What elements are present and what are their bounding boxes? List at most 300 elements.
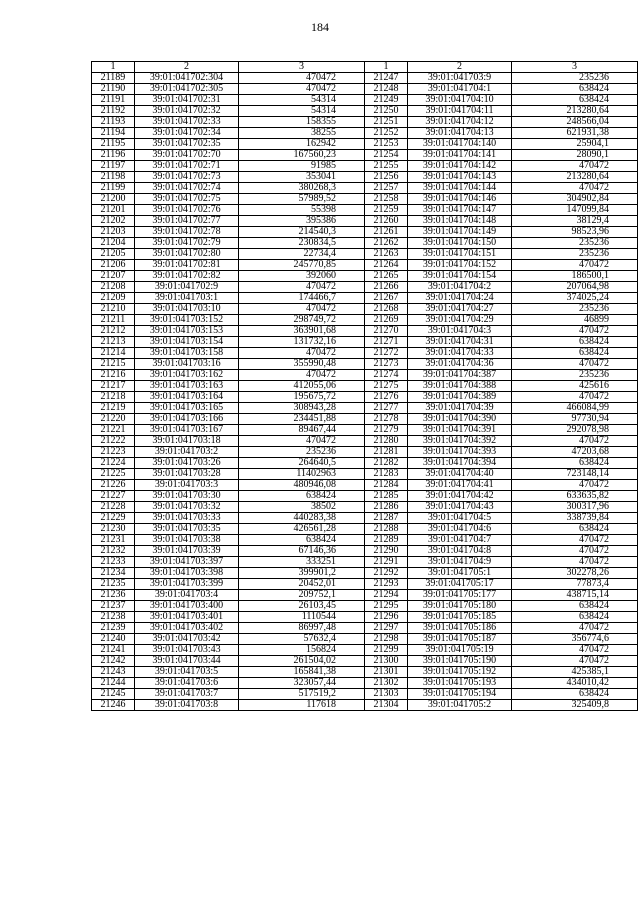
table-row bbox=[92, 645, 365, 656]
cadastral-number-cell: 39:01:041704:13 bbox=[408, 128, 512, 139]
row-number-cell: 21217 bbox=[92, 381, 135, 392]
table-row bbox=[365, 205, 638, 216]
row-number-cell: 21232 bbox=[92, 546, 135, 557]
table-row bbox=[92, 590, 365, 601]
value-cell: 638424 bbox=[512, 458, 638, 469]
table-row bbox=[365, 194, 638, 205]
row-number-cell: 21197 bbox=[92, 161, 135, 172]
value-cell: 300317,96 bbox=[512, 502, 638, 513]
cadastral-number-cell: 39:01:041704:3 bbox=[408, 326, 512, 337]
cadastral-number-cell: 39:01:041703:153 bbox=[135, 326, 239, 337]
value-cell: 245770,85 bbox=[239, 260, 365, 271]
cadastral-number-cell: 39:01:041704:2 bbox=[408, 282, 512, 293]
row-number-cell: 21300 bbox=[365, 656, 408, 667]
cadastral-number-cell: 39:01:041704:39 bbox=[408, 403, 512, 414]
row-number-cell: 21303 bbox=[365, 689, 408, 700]
table-row bbox=[365, 612, 638, 623]
row-number-cell: 21243 bbox=[92, 667, 135, 678]
row-number-cell: 21258 bbox=[365, 194, 408, 205]
cadastral-number-cell: 39:01:041704:148 bbox=[408, 216, 512, 227]
table-row bbox=[92, 106, 365, 117]
cadastral-number-cell: 39:01:041704:150 bbox=[408, 238, 512, 249]
row-number-cell: 21222 bbox=[92, 436, 135, 447]
table-row bbox=[365, 326, 638, 337]
table-row bbox=[365, 678, 638, 689]
cadastral-number-cell: 39:01:041704:388 bbox=[408, 381, 512, 392]
cadastral-number-cell: 39:01:041703:164 bbox=[135, 392, 239, 403]
table-row bbox=[365, 590, 638, 601]
value-cell: 165841,38 bbox=[239, 667, 365, 678]
row-number-cell: 21247 bbox=[365, 73, 408, 84]
right-table-header-row bbox=[365, 62, 638, 73]
value-cell: 470472 bbox=[512, 326, 638, 337]
value-cell: 638424 bbox=[239, 491, 365, 502]
cadastral-number-cell: 39:01:041702:34 bbox=[135, 128, 239, 139]
row-number-cell: 21272 bbox=[365, 348, 408, 359]
row-number-cell: 21273 bbox=[365, 359, 408, 370]
row-number-cell: 21221 bbox=[92, 425, 135, 436]
cadastral-number-cell: 39:01:041704:392 bbox=[408, 436, 512, 447]
cadastral-number-cell: 39:01:041704:151 bbox=[408, 249, 512, 260]
value-cell: 28090,1 bbox=[512, 150, 638, 161]
value-cell: 38502 bbox=[239, 502, 365, 513]
cadastral-number-cell: 39:01:041703:9 bbox=[408, 73, 512, 84]
value-cell: 638424 bbox=[512, 337, 638, 348]
table-row bbox=[365, 458, 638, 469]
table-row bbox=[92, 502, 365, 513]
value-cell: 466084,99 bbox=[512, 403, 638, 414]
value-cell: 117618 bbox=[239, 700, 365, 711]
value-cell: 425616 bbox=[512, 381, 638, 392]
left-data-table bbox=[91, 61, 365, 711]
cadastral-number-cell: 39:01:041703:400 bbox=[135, 601, 239, 612]
table-row bbox=[92, 524, 365, 535]
value-cell: 38255 bbox=[239, 128, 365, 139]
cadastral-number-cell: 39:01:041704:7 bbox=[408, 535, 512, 546]
row-number-cell: 21207 bbox=[92, 271, 135, 282]
row-number-cell: 21251 bbox=[365, 117, 408, 128]
value-cell: 338739,84 bbox=[512, 513, 638, 524]
table-row bbox=[365, 139, 638, 150]
cadastral-number-cell: 39:01:041705:193 bbox=[408, 678, 512, 689]
table-row bbox=[92, 161, 365, 172]
value-cell: 638424 bbox=[512, 95, 638, 106]
cadastral-number-cell: 39:01:041702:82 bbox=[135, 271, 239, 282]
row-number-cell: 21286 bbox=[365, 502, 408, 513]
value-cell: 57989,52 bbox=[239, 194, 365, 205]
table-row bbox=[92, 216, 365, 227]
column-header-2: 2 bbox=[408, 62, 512, 73]
cadastral-number-cell: 39:01:041704:42 bbox=[408, 491, 512, 502]
table-row bbox=[92, 678, 365, 689]
row-number-cell: 21295 bbox=[365, 601, 408, 612]
row-number-cell: 21256 bbox=[365, 172, 408, 183]
cadastral-number-cell: 39:01:041704:27 bbox=[408, 304, 512, 315]
table-row bbox=[92, 689, 365, 700]
row-number-cell: 21290 bbox=[365, 546, 408, 557]
value-cell: 470472 bbox=[512, 535, 638, 546]
value-cell: 174466,7 bbox=[239, 293, 365, 304]
row-number-cell: 21248 bbox=[365, 84, 408, 95]
row-number-cell: 21240 bbox=[92, 634, 135, 645]
row-number-cell: 21235 bbox=[92, 579, 135, 590]
value-cell: 162942 bbox=[239, 139, 365, 150]
value-cell: 195675,72 bbox=[239, 392, 365, 403]
value-cell: 621931,38 bbox=[512, 128, 638, 139]
value-cell: 235236 bbox=[239, 447, 365, 458]
value-cell: 363901,68 bbox=[239, 326, 365, 337]
value-cell: 470472 bbox=[512, 161, 638, 172]
cadastral-number-cell: 39:01:041703:152 bbox=[135, 315, 239, 326]
value-cell: 38129,4 bbox=[512, 216, 638, 227]
cadastral-number-cell: 39:01:041703:32 bbox=[135, 502, 239, 513]
cadastral-number-cell: 39:01:041702:305 bbox=[135, 84, 239, 95]
row-number-cell: 21242 bbox=[92, 656, 135, 667]
table-row bbox=[92, 634, 365, 645]
row-number-cell: 21224 bbox=[92, 458, 135, 469]
value-cell: 292078,98 bbox=[512, 425, 638, 436]
row-number-cell: 21229 bbox=[92, 513, 135, 524]
cadastral-number-cell: 39:01:041704:394 bbox=[408, 458, 512, 469]
cadastral-number-cell: 39:01:041704:391 bbox=[408, 425, 512, 436]
value-cell: 470472 bbox=[512, 623, 638, 634]
row-number-cell: 21236 bbox=[92, 590, 135, 601]
row-number-cell: 21287 bbox=[365, 513, 408, 524]
value-cell: 302278,26 bbox=[512, 568, 638, 579]
value-cell: 355990,48 bbox=[239, 359, 365, 370]
value-cell: 470472 bbox=[512, 359, 638, 370]
row-number-cell: 21288 bbox=[365, 524, 408, 535]
row-number-cell: 21250 bbox=[365, 106, 408, 117]
row-number-cell: 21204 bbox=[92, 238, 135, 249]
cadastral-number-cell: 39:01:041705:186 bbox=[408, 623, 512, 634]
value-cell: 147099,84 bbox=[512, 205, 638, 216]
row-number-cell: 21194 bbox=[92, 128, 135, 139]
row-number-cell: 21266 bbox=[365, 282, 408, 293]
row-number-cell: 21284 bbox=[365, 480, 408, 491]
row-number-cell: 21199 bbox=[92, 183, 135, 194]
table-row bbox=[92, 205, 365, 216]
cadastral-number-cell: 39:01:041703:10 bbox=[135, 304, 239, 315]
table-row bbox=[365, 271, 638, 282]
table-row bbox=[365, 546, 638, 557]
cadastral-number-cell: 39:01:041703:8 bbox=[135, 700, 239, 711]
value-cell: 26103,45 bbox=[239, 601, 365, 612]
cadastral-number-cell: 39:01:041703:401 bbox=[135, 612, 239, 623]
row-number-cell: 21208 bbox=[92, 282, 135, 293]
table-row bbox=[92, 436, 365, 447]
row-number-cell: 21203 bbox=[92, 227, 135, 238]
column-header-3: 3 bbox=[239, 62, 365, 73]
cadastral-number-cell: 39:01:041702:70 bbox=[135, 150, 239, 161]
value-cell: 235236 bbox=[512, 238, 638, 249]
value-cell: 380268,3 bbox=[239, 183, 365, 194]
value-cell: 470472 bbox=[239, 436, 365, 447]
value-cell: 412055,06 bbox=[239, 381, 365, 392]
cadastral-number-cell: 39:01:041704:393 bbox=[408, 447, 512, 458]
row-number-cell: 21293 bbox=[365, 579, 408, 590]
table-row bbox=[92, 337, 365, 348]
table-row bbox=[92, 150, 365, 161]
cadastral-number-cell: 39:01:041703:30 bbox=[135, 491, 239, 502]
value-cell: 440283,38 bbox=[239, 513, 365, 524]
table-row bbox=[92, 326, 365, 337]
table-row bbox=[365, 403, 638, 414]
row-number-cell: 21257 bbox=[365, 183, 408, 194]
value-cell: 470472 bbox=[512, 480, 638, 491]
table-row bbox=[92, 579, 365, 590]
value-cell: 304902,84 bbox=[512, 194, 638, 205]
table-row bbox=[92, 447, 365, 458]
cadastral-number-cell: 39:01:041703:6 bbox=[135, 678, 239, 689]
row-number-cell: 21241 bbox=[92, 645, 135, 656]
table-row bbox=[365, 359, 638, 370]
cadastral-number-cell: 39:01:041702:79 bbox=[135, 238, 239, 249]
cadastral-number-cell: 39:01:041704:389 bbox=[408, 392, 512, 403]
row-number-cell: 21200 bbox=[92, 194, 135, 205]
value-cell: 638424 bbox=[512, 348, 638, 359]
row-number-cell: 21190 bbox=[92, 84, 135, 95]
table-row bbox=[92, 425, 365, 436]
table-row bbox=[365, 304, 638, 315]
value-cell: 67146,36 bbox=[239, 546, 365, 557]
column-header-3: 3 bbox=[512, 62, 638, 73]
row-number-cell: 21246 bbox=[92, 700, 135, 711]
row-number-cell: 21228 bbox=[92, 502, 135, 513]
table-row bbox=[365, 469, 638, 480]
value-cell: 264640,5 bbox=[239, 458, 365, 469]
value-cell: 261504,02 bbox=[239, 656, 365, 667]
row-number-cell: 21253 bbox=[365, 139, 408, 150]
value-cell: 638424 bbox=[512, 524, 638, 535]
cadastral-number-cell: 39:01:041705:187 bbox=[408, 634, 512, 645]
cadastral-number-cell: 39:01:041703:43 bbox=[135, 645, 239, 656]
row-number-cell: 21270 bbox=[365, 326, 408, 337]
row-number-cell: 21279 bbox=[365, 425, 408, 436]
cadastral-number-cell: 39:01:041704:146 bbox=[408, 194, 512, 205]
cadastral-number-cell: 39:01:041702:78 bbox=[135, 227, 239, 238]
value-cell: 20452,01 bbox=[239, 579, 365, 590]
table-row bbox=[365, 106, 638, 117]
table-row bbox=[92, 381, 365, 392]
cadastral-number-cell: 39:01:041704:8 bbox=[408, 546, 512, 557]
value-cell: 156824 bbox=[239, 645, 365, 656]
value-cell: 214540,3 bbox=[239, 227, 365, 238]
cadastral-number-cell: 39:01:041703:5 bbox=[135, 667, 239, 678]
value-cell: 91985 bbox=[239, 161, 365, 172]
cadastral-number-cell: 39:01:041702:75 bbox=[135, 194, 239, 205]
table-row bbox=[365, 282, 638, 293]
value-cell: 46899 bbox=[512, 315, 638, 326]
row-number-cell: 21252 bbox=[365, 128, 408, 139]
value-cell: 230834,5 bbox=[239, 238, 365, 249]
row-number-cell: 21201 bbox=[92, 205, 135, 216]
cadastral-number-cell: 39:01:041703:162 bbox=[135, 370, 239, 381]
value-cell: 333251 bbox=[239, 557, 365, 568]
value-cell: 425385,1 bbox=[512, 667, 638, 678]
value-cell: 353041 bbox=[239, 172, 365, 183]
value-cell: 470472 bbox=[512, 392, 638, 403]
cadastral-number-cell: 39:01:041704:9 bbox=[408, 557, 512, 568]
value-cell: 470472 bbox=[512, 645, 638, 656]
table-row bbox=[92, 546, 365, 557]
row-number-cell: 21292 bbox=[365, 568, 408, 579]
table-row bbox=[92, 194, 365, 205]
table-row bbox=[365, 128, 638, 139]
cadastral-number-cell: 39:01:041704:144 bbox=[408, 183, 512, 194]
row-number-cell: 21231 bbox=[92, 535, 135, 546]
table-row bbox=[365, 436, 638, 447]
row-number-cell: 21210 bbox=[92, 304, 135, 315]
cadastral-number-cell: 39:01:041702:77 bbox=[135, 216, 239, 227]
table-row bbox=[92, 359, 365, 370]
table-row bbox=[92, 227, 365, 238]
row-number-cell: 21267 bbox=[365, 293, 408, 304]
table-row bbox=[365, 645, 638, 656]
value-cell: 517519,2 bbox=[239, 689, 365, 700]
cadastral-number-cell: 39:01:041704:41 bbox=[408, 480, 512, 491]
row-number-cell: 21227 bbox=[92, 491, 135, 502]
cadastral-number-cell: 39:01:041703:7 bbox=[135, 689, 239, 700]
value-cell: 323057,44 bbox=[239, 678, 365, 689]
cadastral-number-cell: 39:01:041703:18 bbox=[135, 436, 239, 447]
table-row bbox=[365, 117, 638, 128]
table-row bbox=[92, 95, 365, 106]
cadastral-number-cell: 39:01:041703:154 bbox=[135, 337, 239, 348]
table-row bbox=[365, 689, 638, 700]
cadastral-number-cell: 39:01:041703:28 bbox=[135, 469, 239, 480]
table-row bbox=[92, 480, 365, 491]
table-row bbox=[92, 139, 365, 150]
table-row bbox=[365, 73, 638, 84]
value-cell: 235236 bbox=[512, 304, 638, 315]
table-row bbox=[92, 557, 365, 568]
table-row bbox=[365, 293, 638, 304]
table-row bbox=[92, 117, 365, 128]
row-number-cell: 21238 bbox=[92, 612, 135, 623]
table-row bbox=[365, 601, 638, 612]
row-number-cell: 21202 bbox=[92, 216, 135, 227]
value-cell: 25904,1 bbox=[512, 139, 638, 150]
table-row bbox=[92, 612, 365, 623]
cadastral-number-cell: 39:01:041702:71 bbox=[135, 161, 239, 172]
table-row bbox=[92, 392, 365, 403]
value-cell: 57632,4 bbox=[239, 634, 365, 645]
table-row bbox=[92, 172, 365, 183]
table-row bbox=[365, 238, 638, 249]
table-row bbox=[365, 348, 638, 359]
cadastral-number-cell: 39:01:041704:149 bbox=[408, 227, 512, 238]
value-cell: 470472 bbox=[512, 656, 638, 667]
value-cell: 54314 bbox=[239, 95, 365, 106]
cadastral-number-cell: 39:01:041705:180 bbox=[408, 601, 512, 612]
cadastral-number-cell: 39:01:041702:35 bbox=[135, 139, 239, 150]
cadastral-number-cell: 39:01:041704:40 bbox=[408, 469, 512, 480]
value-cell: 234451,88 bbox=[239, 414, 365, 425]
row-number-cell: 21189 bbox=[92, 73, 135, 84]
cadastral-number-cell: 39:01:041704:390 bbox=[408, 414, 512, 425]
value-cell: 207064,98 bbox=[512, 282, 638, 293]
value-cell: 470472 bbox=[239, 304, 365, 315]
value-cell: 470472 bbox=[239, 348, 365, 359]
cadastral-number-cell: 39:01:041704:143 bbox=[408, 172, 512, 183]
cadastral-number-cell: 39:01:041705:19 bbox=[408, 645, 512, 656]
table-row bbox=[365, 183, 638, 194]
cadastral-number-cell: 39:01:041703:399 bbox=[135, 579, 239, 590]
value-cell: 98523,96 bbox=[512, 227, 638, 238]
row-number-cell: 21214 bbox=[92, 348, 135, 359]
row-number-cell: 21298 bbox=[365, 634, 408, 645]
cadastral-number-cell: 39:01:041703:2 bbox=[135, 447, 239, 458]
value-cell: 392060 bbox=[239, 271, 365, 282]
cadastral-number-cell: 39:01:041702:33 bbox=[135, 117, 239, 128]
row-number-cell: 21237 bbox=[92, 601, 135, 612]
table-row bbox=[92, 293, 365, 304]
table-row bbox=[365, 700, 638, 711]
table-row bbox=[365, 502, 638, 513]
cadastral-number-cell: 39:01:041704:10 bbox=[408, 95, 512, 106]
value-cell: 131732,16 bbox=[239, 337, 365, 348]
table-row bbox=[92, 458, 365, 469]
value-cell: 235236 bbox=[512, 73, 638, 84]
row-number-cell: 21268 bbox=[365, 304, 408, 315]
table-row bbox=[92, 513, 365, 524]
cadastral-number-cell: 39:01:041702:9 bbox=[135, 282, 239, 293]
cadastral-number-cell: 39:01:041703:402 bbox=[135, 623, 239, 634]
cadastral-number-cell: 39:01:041704:142 bbox=[408, 161, 512, 172]
row-number-cell: 21218 bbox=[92, 392, 135, 403]
table-row bbox=[365, 315, 638, 326]
row-number-cell: 21296 bbox=[365, 612, 408, 623]
value-cell: 158355 bbox=[239, 117, 365, 128]
cadastral-number-cell: 39:01:041705:17 bbox=[408, 579, 512, 590]
row-number-cell: 21259 bbox=[365, 205, 408, 216]
row-number-cell: 21275 bbox=[365, 381, 408, 392]
row-number-cell: 21215 bbox=[92, 359, 135, 370]
row-number-cell: 21245 bbox=[92, 689, 135, 700]
cadastral-number-cell: 39:01:041704:29 bbox=[408, 315, 512, 326]
table-row bbox=[365, 667, 638, 678]
row-number-cell: 21249 bbox=[365, 95, 408, 106]
value-cell: 213280,64 bbox=[512, 106, 638, 117]
table-row bbox=[365, 95, 638, 106]
cadastral-number-cell: 39:01:041703:26 bbox=[135, 458, 239, 469]
cadastral-number-cell: 39:01:041703:167 bbox=[135, 425, 239, 436]
cadastral-number-cell: 39:01:041703:33 bbox=[135, 513, 239, 524]
row-number-cell: 21264 bbox=[365, 260, 408, 271]
table-row bbox=[92, 403, 365, 414]
table-row bbox=[365, 227, 638, 238]
row-number-cell: 21280 bbox=[365, 436, 408, 447]
cadastral-number-cell: 39:01:041702:74 bbox=[135, 183, 239, 194]
value-cell: 470472 bbox=[239, 370, 365, 381]
row-number-cell: 21281 bbox=[365, 447, 408, 458]
table-row bbox=[365, 557, 638, 568]
row-number-cell: 21294 bbox=[365, 590, 408, 601]
table-row bbox=[92, 370, 365, 381]
table-row bbox=[365, 172, 638, 183]
cadastral-number-cell: 39:01:041703:158 bbox=[135, 348, 239, 359]
table-row bbox=[365, 249, 638, 260]
value-cell: 395386 bbox=[239, 216, 365, 227]
table-row bbox=[365, 491, 638, 502]
row-number-cell: 21209 bbox=[92, 293, 135, 304]
cadastral-number-cell: 39:01:041703:42 bbox=[135, 634, 239, 645]
column-header-1: 1 bbox=[365, 62, 408, 73]
row-number-cell: 21196 bbox=[92, 150, 135, 161]
value-cell: 308943,28 bbox=[239, 403, 365, 414]
table-row bbox=[92, 315, 365, 326]
